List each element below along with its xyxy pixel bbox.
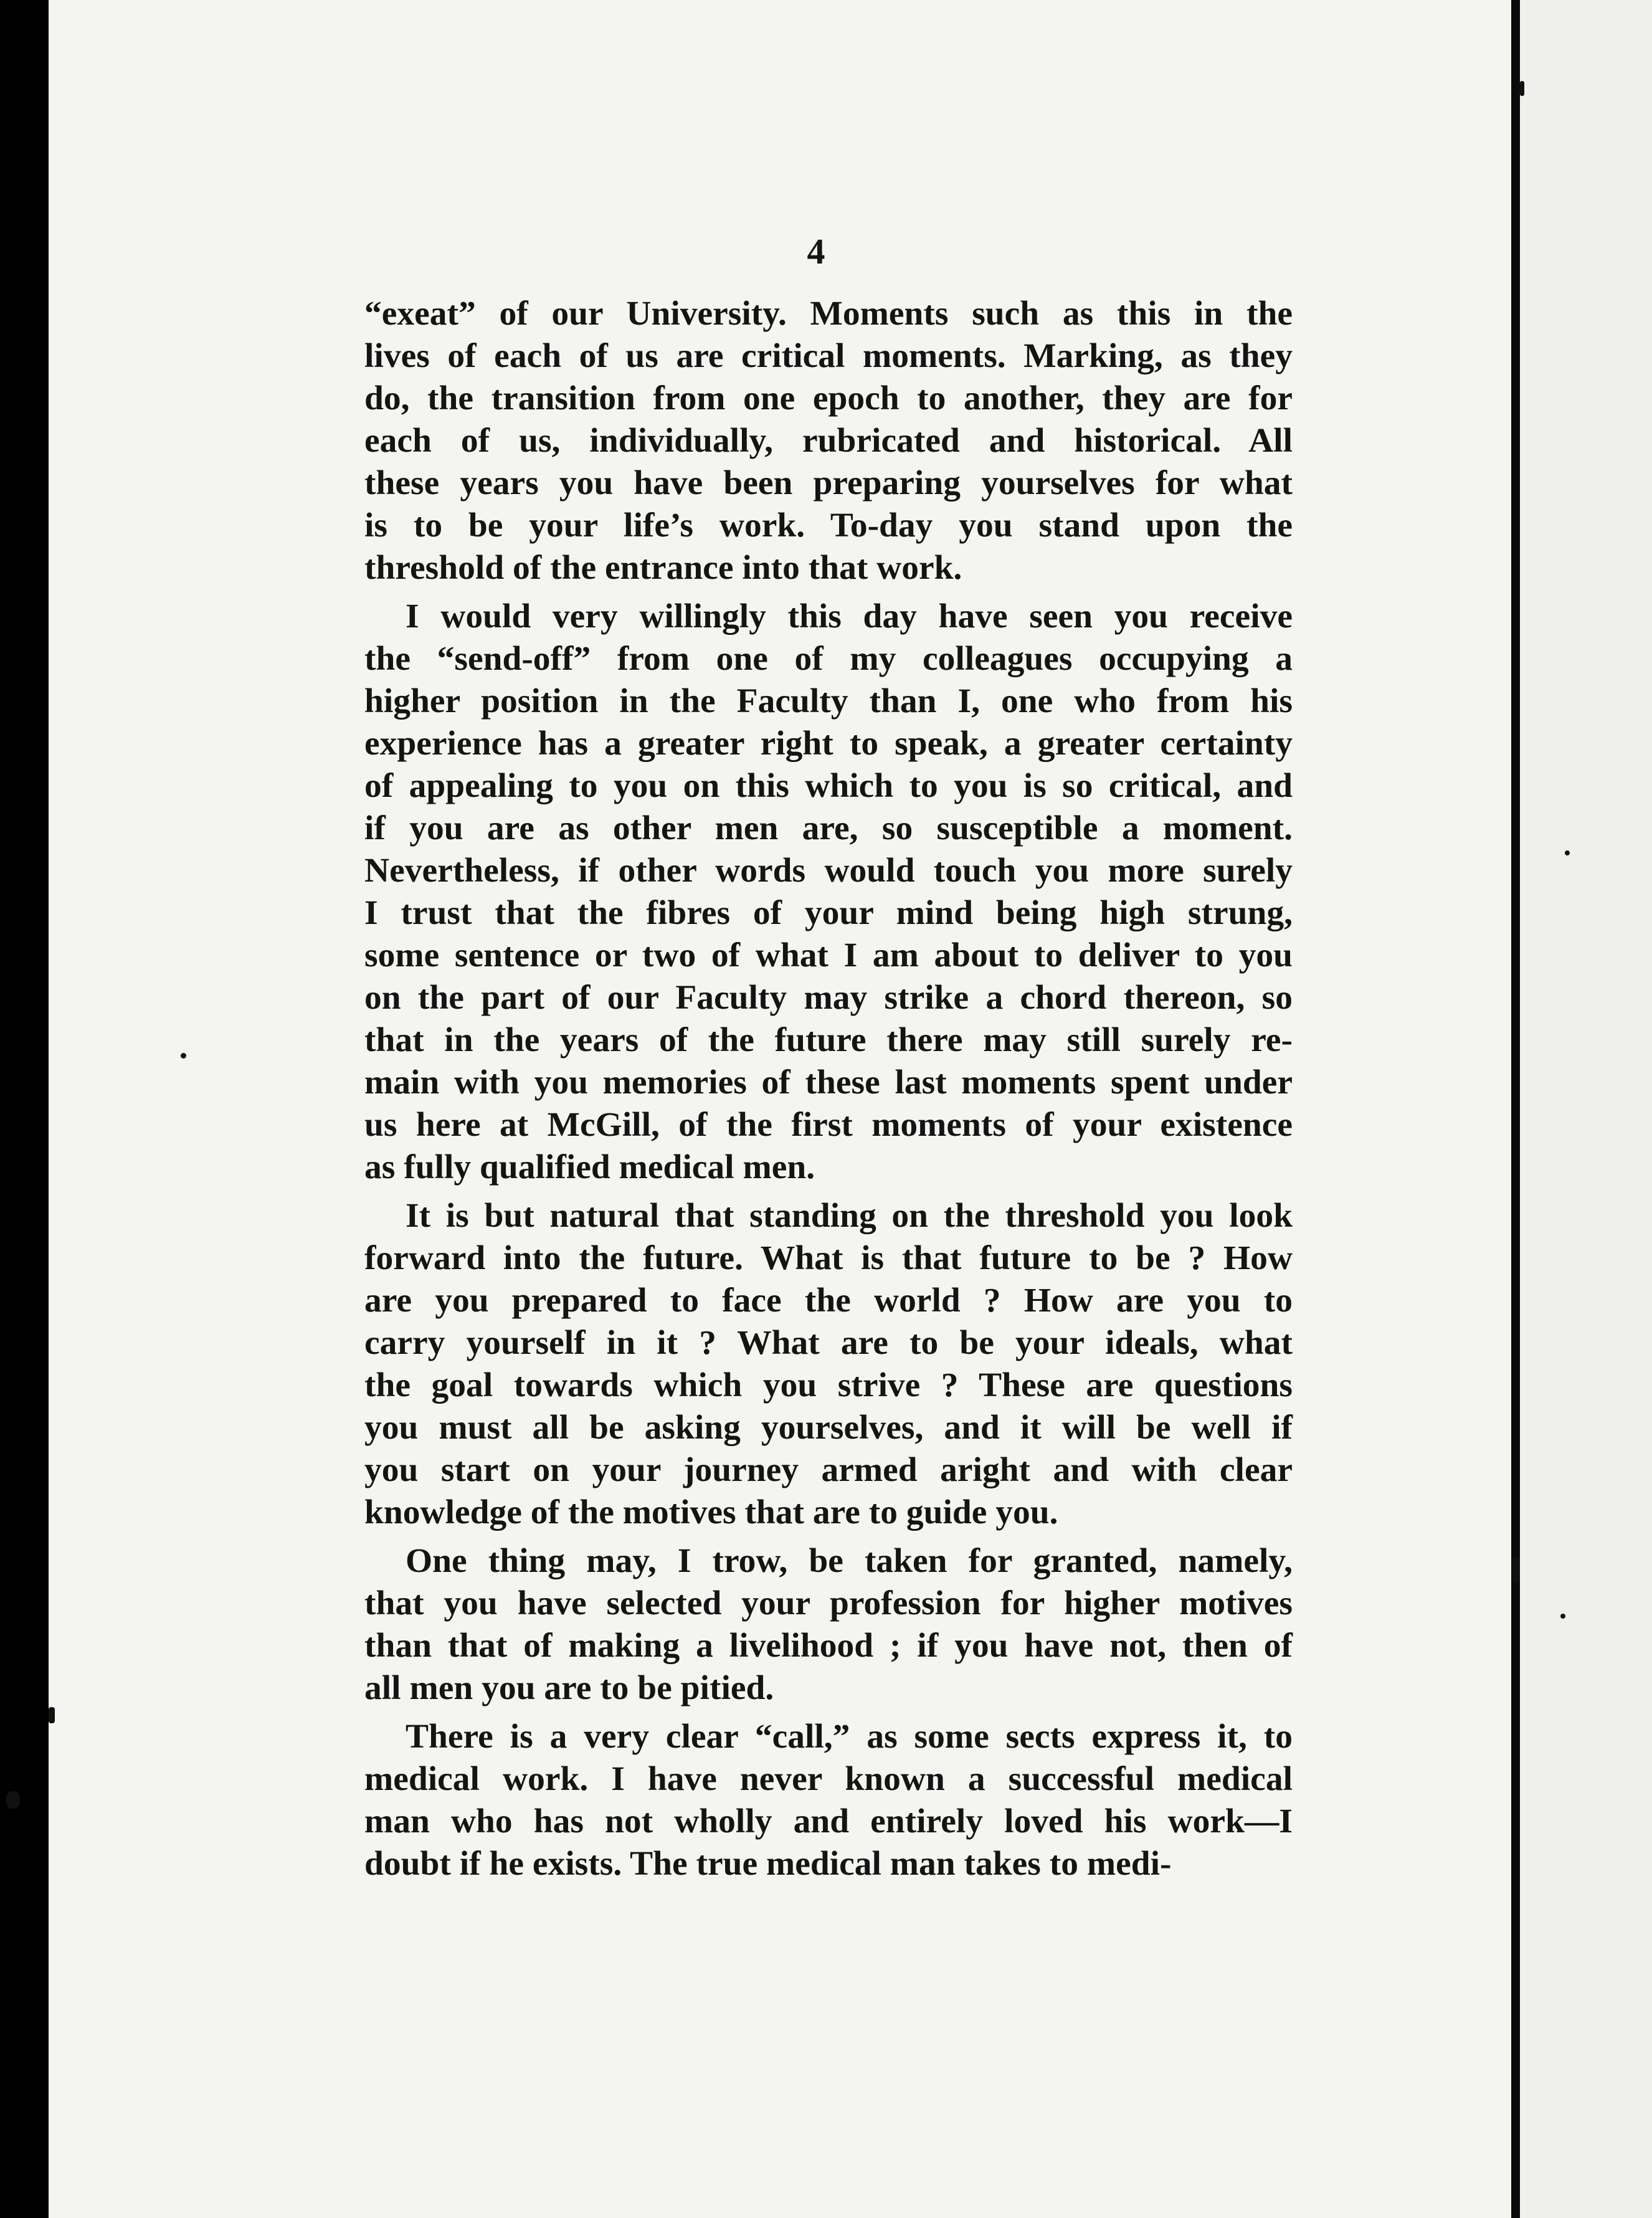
paragraph [364, 1195, 1293, 1534]
text-line: you start on your journey armed aright and with clear [364, 1451, 1293, 1489]
paragraph [364, 596, 1293, 1189]
ink-speck [1520, 81, 1524, 96]
text-line: do, the transition from one epoch to another, they are for [364, 379, 1293, 417]
text-line: knowledge of the motives that are to guide you. [364, 1493, 1058, 1531]
text-line: is to be your life’s work. To-day you stand upon the [364, 507, 1293, 545]
adjacent-page-edge [1520, 0, 1652, 2218]
text-line: all men you are to be pitied. [364, 1669, 774, 1707]
text-line: us here at McGill, of the first moments of your existence [364, 1106, 1293, 1144]
ink-speck [49, 1707, 55, 1723]
paragraph [364, 1716, 1293, 1885]
text-line: carry yourself in it ? What are to be your ideals, what [364, 1324, 1293, 1362]
text-line: man who has not wholly and entirely loved his work—I [364, 1802, 1293, 1840]
ink-speck [1512, 1558, 1520, 1583]
text-line: main with you memories of these last moments spent under [364, 1064, 1293, 1102]
text-line: as fully qualified medical men. [364, 1148, 815, 1186]
text-line: are you prepared to face the world ? How are you to [364, 1282, 1293, 1320]
text-line: One thing may, I trow, be taken for granted, namely, [406, 1542, 1293, 1580]
text-line: lives of each of us are critical moments. Marking, as they [364, 337, 1293, 375]
body-text [364, 293, 1293, 1892]
text-line: higher position in the Faculty than I, one who from his [364, 682, 1293, 720]
text-line: experience has a greater right to speak, a greater certainty [364, 725, 1293, 763]
text-line: these years you have been preparing yourselves for what [364, 464, 1293, 502]
text-line: threshold of the entrance into that work. [364, 549, 962, 587]
text-line: Nevertheless, if other words would touch you more surely [364, 852, 1293, 890]
text-line: that you have selected your profession for higher motives [364, 1584, 1293, 1622]
text-line: It is but natural that standing on the threshold you look [406, 1197, 1293, 1235]
text-line: “exeat” of our University. Moments such as this in the [364, 295, 1293, 333]
text-line: the goal towards which you strive ? These are questions [364, 1366, 1293, 1404]
paragraph [364, 1540, 1293, 1710]
text-line: I would very willingly this day have seen you receive [406, 597, 1293, 635]
text-line: doubt if he exists. The true medical man takes to medi- [364, 1845, 1172, 1883]
text-line: than that of making a livelihood ; if you have not, then of [364, 1627, 1293, 1665]
text-line: that in the years of the future there may still surely re- [364, 1021, 1293, 1059]
text-line: the “send-off” from one of my colleagues occupying a [364, 640, 1293, 678]
text-line: some sentence or two of what I am about to deliver to you [364, 936, 1293, 974]
ink-speck [1560, 1614, 1565, 1619]
text-line: each of us, individually, rubricated and historical. All [364, 422, 1293, 460]
text-line: you must all be asking yourselves, and it will be well if [364, 1409, 1293, 1447]
text-line: on the part of our Faculty may strike a chord thereon, so [364, 979, 1293, 1017]
text-line: forward into the future. What is that future to be ? How [364, 1239, 1293, 1277]
ink-speck [1565, 850, 1570, 855]
text-line: There is a very clear “call,” as some sects express it, to [406, 1718, 1293, 1756]
page-number: 4 [807, 231, 825, 272]
text-line: I trust that the fibres of your mind being high strung, [364, 894, 1293, 932]
ink-speck [6, 1791, 20, 1809]
text-line: of appealing to you on this which to you is so critical, and [364, 767, 1293, 805]
text-line: medical work. I have never known a successful medical [364, 1760, 1293, 1798]
text-line: if you are as other men are, so susceptible a moment. [364, 809, 1293, 847]
ink-speck [181, 1053, 186, 1059]
paragraph [364, 293, 1293, 589]
